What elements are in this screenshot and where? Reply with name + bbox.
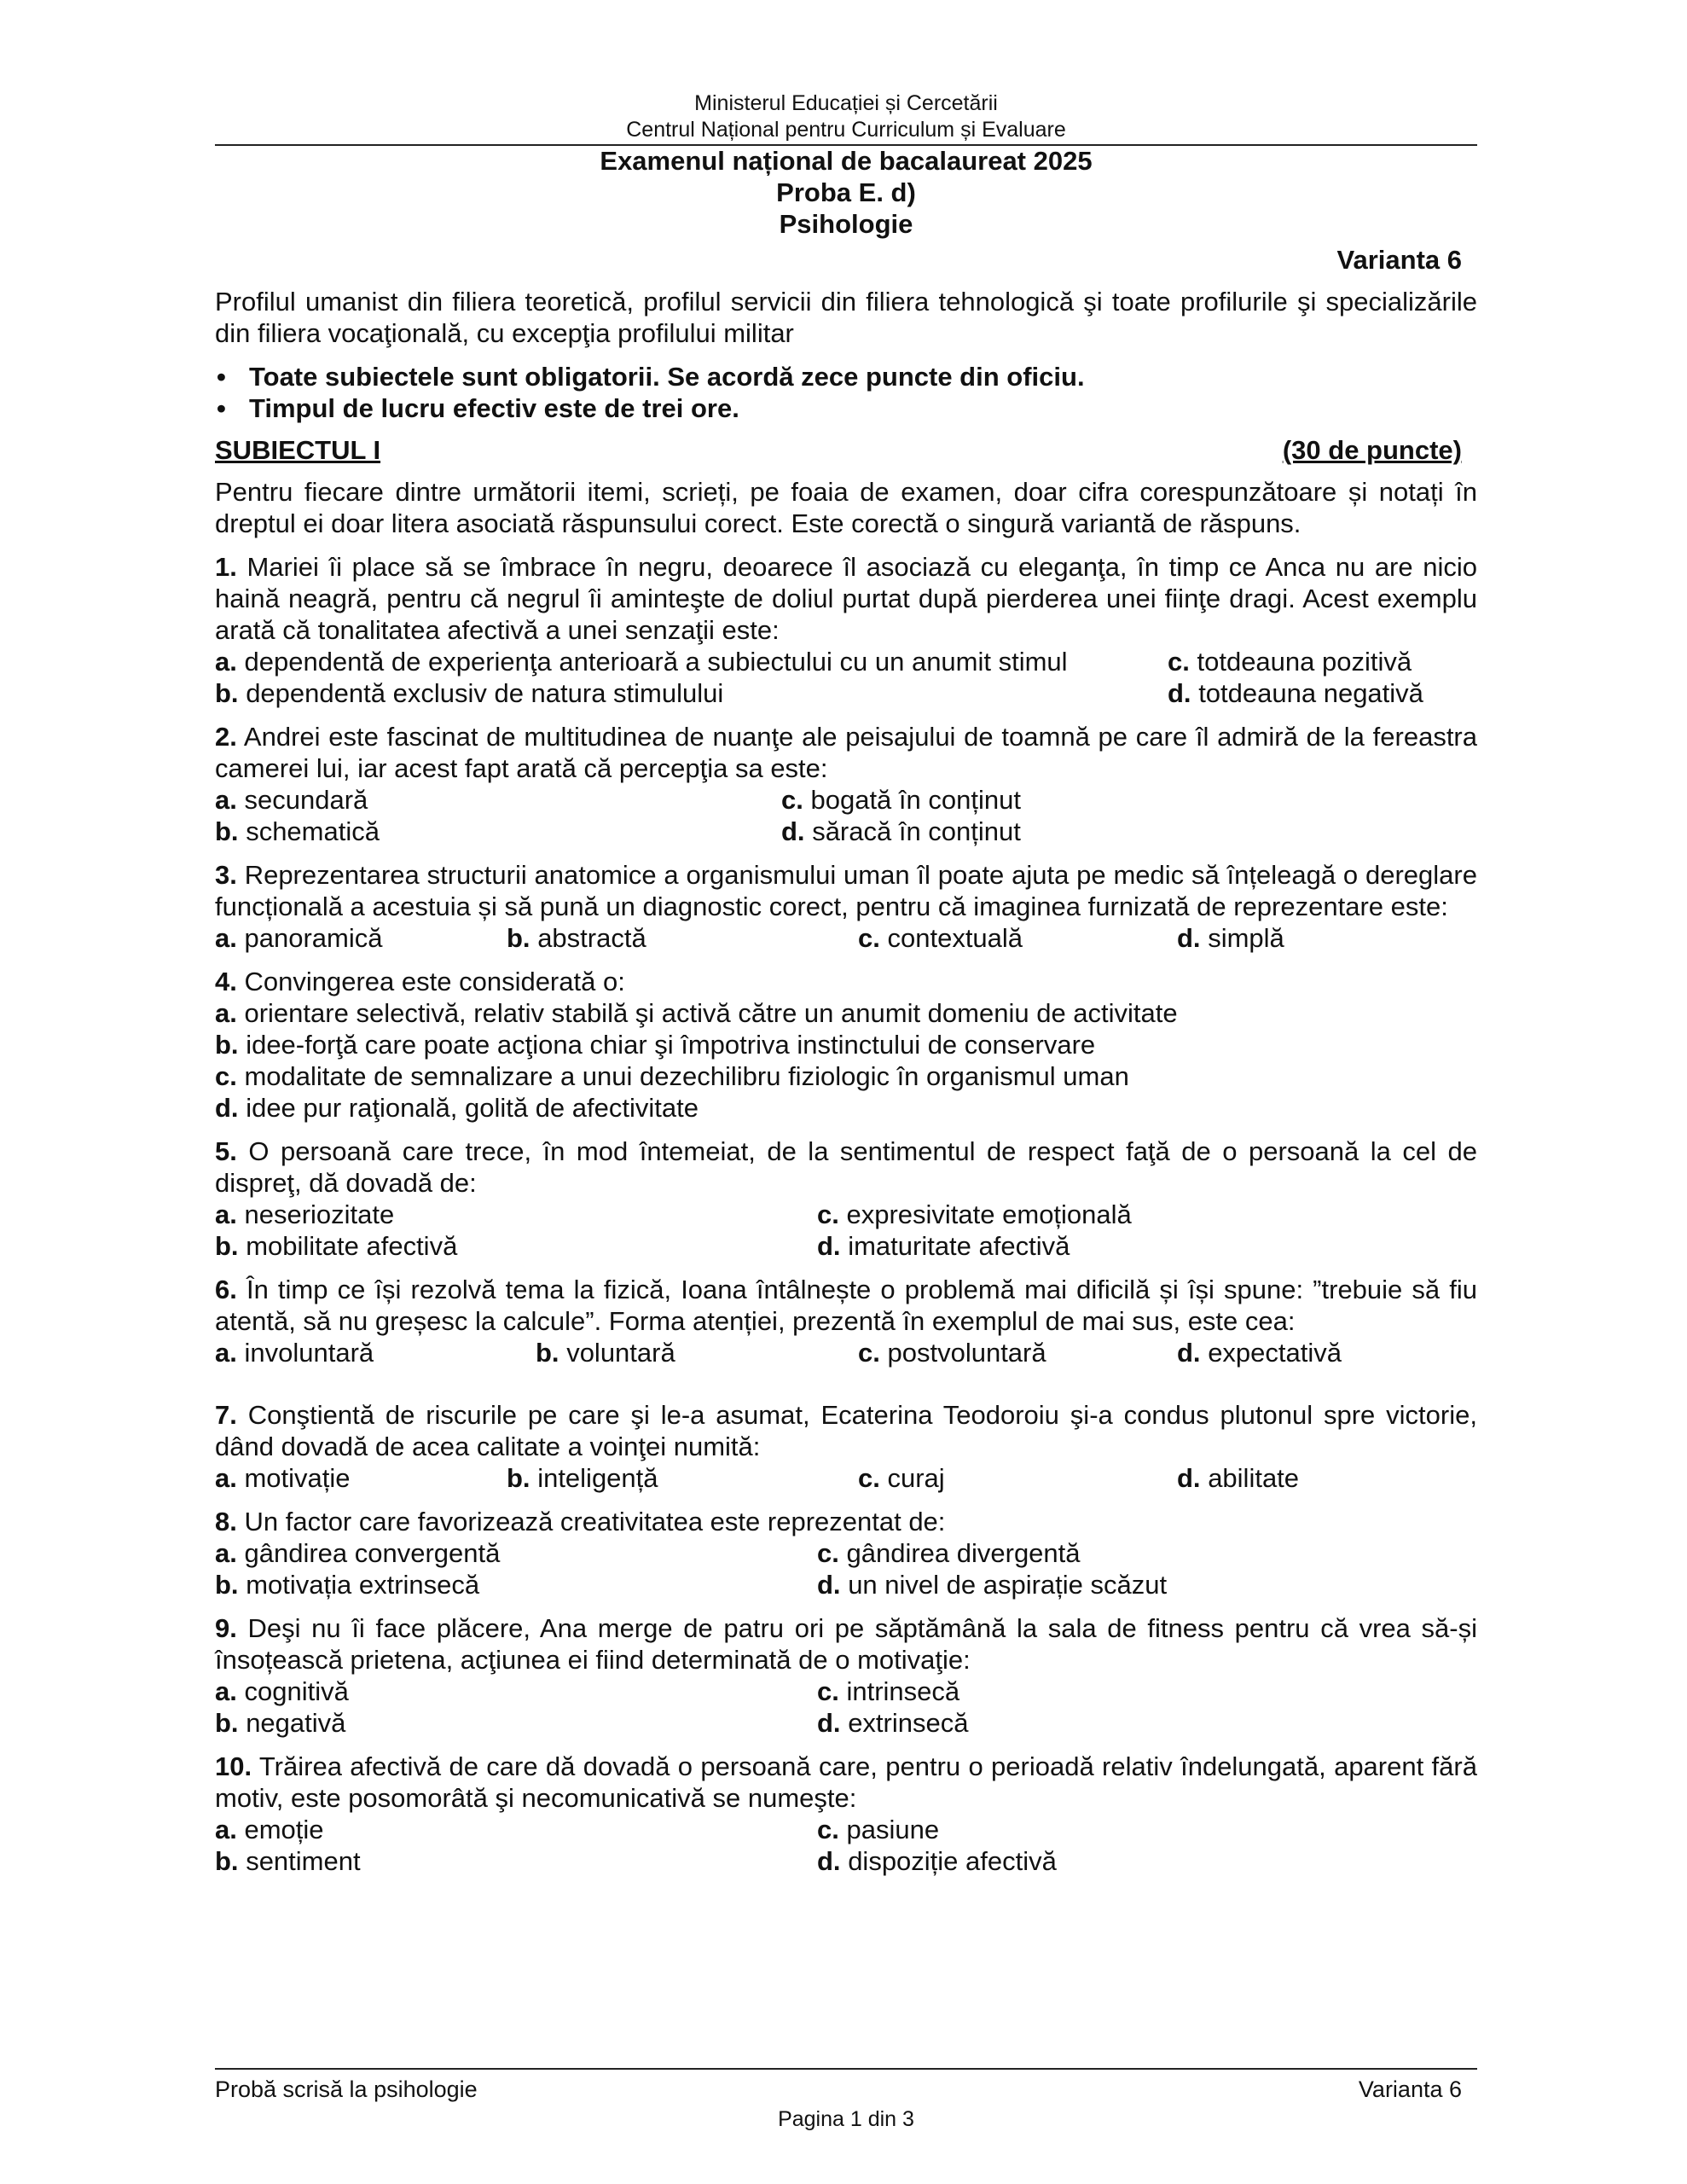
option: d. dispoziție afectivă	[817, 1846, 1057, 1876]
question-item	[215, 1399, 1477, 1494]
rules-list	[215, 361, 1477, 424]
question-text: 10. Trăirea afectivă de care dă dovadă o persoană care, pentru o perioadă relativ îndelungată, aparent fără motiv, este posomorâtă şi necomunicativă se numeşte:	[215, 1751, 1477, 1813]
option: c. curaj	[858, 1463, 945, 1493]
proba-title: Proba E. d)	[776, 177, 916, 207]
options-row	[215, 1337, 1477, 1368]
question-text: 9. Deşi nu îi face plăcere, Ana merge de patru ori pe săptămână la sala de fitness pentru că vrea să-și însoțească prietena, acţiunea ei fiind determinată de o motivaţie:	[215, 1613, 1477, 1675]
question-item	[215, 1751, 1477, 1877]
option: c. intrinsecă	[817, 1676, 960, 1706]
option: b. idee-forţă care poate acţiona chiar şi împotriva instinctului de conservare	[215, 1030, 1096, 1060]
option: c. totdeauna pozitivă	[1168, 647, 1412, 677]
subject-title: Psihologie	[779, 209, 913, 239]
option: c. pasiune	[817, 1815, 940, 1844]
question-item	[215, 551, 1477, 709]
option: a. gândirea convergentă	[215, 1538, 501, 1568]
question-item	[215, 1136, 1477, 1262]
question-text: 8. Un factor care favorizează creativitatea este reprezentat de:	[215, 1507, 946, 1536]
option: c. expresivitate emoțională	[817, 1199, 1132, 1229]
question-item	[215, 966, 1477, 1124]
option: a. cognitivă	[215, 1676, 349, 1706]
question-item	[215, 859, 1477, 954]
option: c. postvoluntară	[858, 1338, 1046, 1368]
exam-title: Examenul național de bacalaureat 2025	[600, 146, 1093, 176]
section-title: SUBIECTUL I	[215, 435, 381, 465]
rule-item: • Toate subiectele sunt obligatorii. Se acordă zece puncte din oficiu.	[215, 361, 1477, 392]
options-row	[215, 1814, 1477, 1845]
question-number: 6.	[215, 1275, 237, 1304]
option: d. săracă în conținut	[781, 816, 1021, 846]
options-row	[215, 922, 1477, 954]
options-row	[215, 1462, 1477, 1494]
question-number: 5.	[215, 1136, 237, 1166]
option: c. gândirea divergentă	[817, 1538, 1081, 1568]
question-number: 9.	[215, 1613, 237, 1643]
option: a. motivație	[215, 1463, 351, 1493]
question-number: 4.	[215, 967, 237, 996]
option: b. sentiment	[215, 1846, 361, 1876]
option: d. totdeauna negativă	[1168, 678, 1423, 708]
option: c. bogată în conținut	[781, 785, 1021, 815]
options-row	[215, 1230, 1477, 1262]
options-row	[215, 646, 1477, 677]
option: b. schematică	[215, 816, 380, 846]
question-number: 10.	[215, 1751, 252, 1781]
question-text: 4. Convingerea este considerată o:	[215, 967, 625, 996]
question-text: 7. Conştientă de riscurile pe care şi le-a asumat, Ecaterina Teodoroiu şi-a condus plutonul spre victorie, dând dovadă de acea calitate a voinţei numită:	[215, 1400, 1477, 1461]
question-item	[215, 1506, 1477, 1600]
options-row	[215, 1845, 1477, 1877]
option: a. panoramică	[215, 923, 383, 953]
options-row	[215, 784, 1477, 816]
question-text: 6. În timp ce își rezolvă tema la fizică, Ioana întâlnește o problemă mai dificilă și își spune: ”trebuie să fiu atentă, să nu greșesc la calcule”. Forma atenției, prezentă în exemplul de mai sus, este cea:	[215, 1275, 1477, 1336]
section-heading	[215, 434, 1462, 466]
option: b. negativă	[215, 1708, 346, 1738]
option: d. expectativă	[1177, 1338, 1342, 1368]
instructions: Pentru fiecare dintre următorii itemi, scrieți, pe foaia de examen, doar cifra corespunzătoare și notați în dreptul ei doar litera asociată răspunsului corect. Este corectă o singură variantă de răspuns.	[215, 477, 1477, 538]
question-number: 7.	[215, 1400, 237, 1430]
variant-label: Varianta 6	[1336, 245, 1462, 275]
profile-text: Profilul umanist din filiera teoretică, profilul servicii din filiera tehnologică şi toate profilurile şi specializările din filiera vocaţională, cu excepţia profilului militar	[215, 287, 1477, 348]
option: d. imaturitate afectivă	[817, 1231, 1070, 1261]
exam-titles	[215, 145, 1477, 240]
question-item	[215, 1612, 1477, 1739]
section-points: (30 de puncte)	[1282, 435, 1462, 465]
footer-right: Varianta 6	[1358, 2077, 1462, 2102]
options-row	[215, 677, 1477, 709]
option: b. mobilitate afectivă	[215, 1231, 458, 1261]
question-text: 3. Reprezentarea structurii anatomice a organismului uman îl poate ajuta pe medic să înțeleagă o dereglare funcțională a acestuia și să pună un diagnostic corect, pentru că imaginea furnizată de reprezentare este:	[215, 860, 1477, 921]
footer-divider	[215, 2068, 1477, 2070]
option: a. secundară	[215, 785, 368, 815]
question-number: 1.	[215, 552, 237, 582]
option: b. inteligență	[507, 1463, 658, 1493]
header-block	[215, 90, 1477, 143]
option: d. extrinsecă	[817, 1708, 969, 1738]
option: d. abilitate	[1177, 1463, 1300, 1493]
option: c. modalitate de semnalizare a unui dezechilibru fiziologic în organismul uman	[215, 1061, 1129, 1091]
option: a. emoție	[215, 1815, 324, 1844]
footer-left: Probă scrisă la psihologie	[215, 2077, 478, 2102]
rule-item: • Timpul de lucru efectiv este de trei ore.	[215, 392, 1477, 424]
options-row	[215, 1569, 1477, 1600]
page-number: Pagina 1 din 3	[778, 2107, 914, 2131]
center-name: Centrul Național pentru Curriculum și Evaluare	[626, 118, 1066, 142]
question-number: 2.	[215, 722, 237, 752]
options-row	[215, 1537, 1477, 1569]
question-item	[215, 1274, 1477, 1368]
option: b. motivația extrinsecă	[215, 1570, 480, 1600]
options-row	[215, 1676, 1477, 1707]
question-number: 8.	[215, 1507, 237, 1536]
option: a. orientare selectivă, relativ stabilă şi activă către un anumit domeniu de activitate	[215, 998, 1178, 1028]
option: b. voluntară	[536, 1338, 675, 1368]
option: a. neseriozitate	[215, 1199, 395, 1229]
option: a. dependentă de experienţa anterioară a subiectului cu un anumit stimul	[215, 647, 1068, 677]
option: c. contextuală	[858, 923, 1023, 953]
question-text: 5. O persoană care trece, în mod întemeiat, de la sentimentul de respect faţă de o persoană la cel de dispreţ, dă dovadă de:	[215, 1136, 1477, 1198]
exam-page	[215, 0, 1477, 2184]
exam-body	[215, 286, 1477, 1877]
question-text: 1. Mariei îi place să se îmbrace în negru, deoarece îl asociază cu eleganţa, în timp ce Anca nu are nicio haină neagră, pentru că negrul îi aminteşte de doliul purtat după pierderea unei fiinţe dragi. Acest exemplu arată că tonalitatea afectivă a unei senzaţii este:	[215, 552, 1477, 645]
options-row	[215, 1199, 1477, 1230]
option: a. involuntară	[215, 1338, 374, 1368]
option: d. un nivel de aspirație scăzut	[817, 1570, 1168, 1600]
option: b. abstractă	[507, 923, 646, 953]
ministry-name: Ministerul Educației și Cercetării	[694, 91, 998, 115]
question-number: 3.	[215, 860, 237, 890]
options-row	[215, 816, 1477, 847]
options-row	[215, 1707, 1477, 1739]
question-text: 2. Andrei este fascinat de multitudinea de nuanţe ale peisajului de toamnă pe care îl admiră de la fereastra camerei lui, iar acest fapt arată că percepţia sa este:	[215, 722, 1477, 783]
option: b. dependentă exclusiv de natura stimulului	[215, 678, 724, 708]
option: d. simplă	[1177, 923, 1284, 953]
question-item	[215, 721, 1477, 847]
option: d. idee pur raţională, golită de afectivitate	[215, 1093, 699, 1123]
